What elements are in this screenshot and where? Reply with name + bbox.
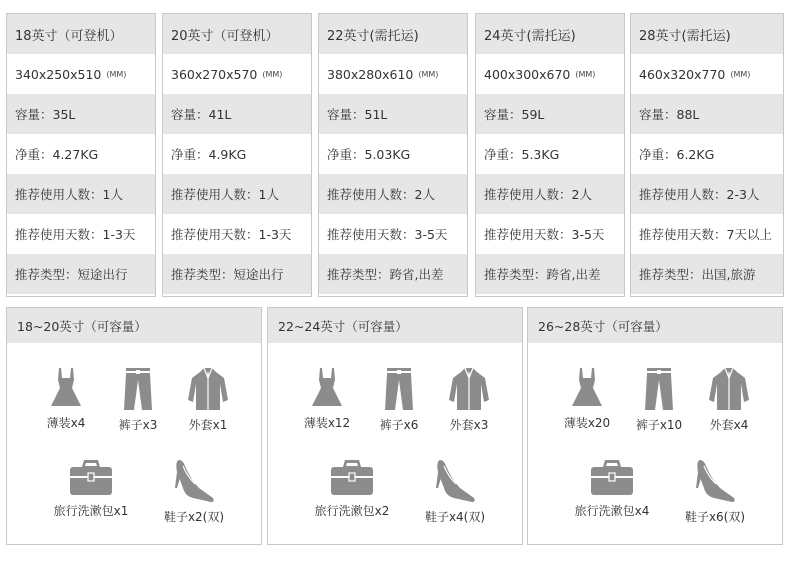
dress-count: 薄装x12 <box>303 416 351 430</box>
spec-column-20 <box>162 13 312 297</box>
dimensions-row: 380x280x610 (MM) <box>319 54 467 94</box>
shoes-item <box>149 458 239 525</box>
briefcase-icon <box>589 458 635 498</box>
dimensions-row: 360x270x570 (MM) <box>163 54 311 94</box>
capacity-row: 容量：41L <box>163 94 311 134</box>
dimensions-row: 340x250x510 (MM) <box>7 54 155 94</box>
dress-icon <box>569 366 605 410</box>
type-row: 推荐类型：出国,旅游 <box>631 254 783 294</box>
unit-label: (MM) <box>262 69 283 79</box>
unit-label: (MM) <box>730 69 751 79</box>
coat-icon <box>708 366 750 412</box>
coat-item <box>173 366 243 433</box>
capacity-box-22-24 <box>267 307 523 545</box>
coat-count: 外套x1 <box>188 418 228 432</box>
coat-item <box>694 366 764 433</box>
weight-row: 净重：5.3KG <box>476 134 624 174</box>
pants-count: 裤子x10 <box>635 418 683 432</box>
weight-row: 净重：4.27KG <box>7 134 155 174</box>
type-row: 推荐类型：跨省,出差 <box>319 254 467 294</box>
days-row: 推荐使用天数：7天以上 <box>631 214 783 254</box>
capacity-box-title: 18~20英寸（可容量） <box>7 308 261 343</box>
pants-item <box>103 366 173 433</box>
capacity-row: 容量：88L <box>631 94 783 134</box>
pants-icon <box>643 366 675 412</box>
spec-column-18 <box>6 13 156 297</box>
toiletry-bag-item <box>562 458 662 519</box>
shoes-count: 鞋子x6(双) <box>684 510 746 524</box>
weight-row: 净重：6.2KG <box>631 134 783 174</box>
unit-label: (MM) <box>106 69 127 79</box>
people-row: 推荐使用人数：2人 <box>319 174 467 214</box>
dress-count: 薄装x20 <box>563 416 611 430</box>
spec-column-22 <box>318 13 468 297</box>
dress-item <box>31 366 101 431</box>
capacity-box-title: 26~28英寸（可容量） <box>528 308 782 343</box>
unit-label: (MM) <box>418 69 439 79</box>
column-title: 28英寸(需托运) <box>631 14 783 54</box>
shoes-count: 鞋子x2(双) <box>163 510 225 524</box>
pants-item <box>624 366 694 433</box>
column-title: 20英寸（可登机） <box>163 14 311 54</box>
pants-item <box>364 366 434 433</box>
pants-icon <box>122 366 154 412</box>
column-title: 22英寸(需托运) <box>319 14 467 54</box>
dress-item <box>552 366 622 431</box>
weight-row: 净重：4.9KG <box>163 134 311 174</box>
coat-count: 外套x3 <box>449 418 489 432</box>
dimensions-row: 460x320x770 (MM) <box>631 54 783 94</box>
column-title: 18英寸（可登机） <box>7 14 155 54</box>
shoes-item <box>410 458 500 525</box>
dimensions-row: 400x300x670 (MM) <box>476 54 624 94</box>
unit-label: (MM) <box>575 69 596 79</box>
high-heel-icon <box>692 458 738 504</box>
days-row: 推荐使用天数：1-3天 <box>7 214 155 254</box>
type-row: 推荐类型：短途出行 <box>163 254 311 294</box>
spec-column-28 <box>630 13 784 297</box>
pants-count: 裤子x6 <box>379 418 419 432</box>
high-heel-icon <box>432 458 478 504</box>
type-row: 推荐类型：短途出行 <box>7 254 155 294</box>
toiletry-bag-count: 旅行洗漱包x4 <box>574 504 650 518</box>
briefcase-icon <box>329 458 375 498</box>
toiletry-bag-count: 旅行洗漱包x1 <box>53 504 129 518</box>
toiletry-bag-item <box>302 458 402 519</box>
dress-icon <box>309 366 345 410</box>
people-row: 推荐使用人数：2人 <box>476 174 624 214</box>
capacity-row: 容量：35L <box>7 94 155 134</box>
dress-count: 薄装x4 <box>46 416 86 430</box>
dress-icon <box>48 366 84 410</box>
toiletry-bag-item <box>41 458 141 519</box>
capacity-box-18-20 <box>6 307 262 545</box>
capacity-box-26-28 <box>527 307 783 545</box>
people-row: 推荐使用人数：1人 <box>163 174 311 214</box>
coat-count: 外套x4 <box>709 418 749 432</box>
column-title: 24英寸(需托运) <box>476 14 624 54</box>
days-row: 推荐使用天数：3-5天 <box>476 214 624 254</box>
coat-item <box>434 366 504 433</box>
capacity-box-title: 22~24英寸（可容量） <box>268 308 522 343</box>
shoes-item <box>670 458 760 525</box>
capacity-row: 容量：59L <box>476 94 624 134</box>
days-row: 推荐使用天数：3-5天 <box>319 214 467 254</box>
shoes-count: 鞋子x4(双) <box>424 510 486 524</box>
high-heel-icon <box>171 458 217 504</box>
people-row: 推荐使用人数：1人 <box>7 174 155 214</box>
coat-icon <box>187 366 229 412</box>
capacity-row: 容量：51L <box>319 94 467 134</box>
briefcase-icon <box>68 458 114 498</box>
dress-item <box>292 366 362 431</box>
pants-icon <box>383 366 415 412</box>
toiletry-bag-count: 旅行洗漱包x2 <box>314 504 390 518</box>
weight-row: 净重：5.03KG <box>319 134 467 174</box>
spec-column-24 <box>475 13 625 297</box>
people-row: 推荐使用人数：2-3人 <box>631 174 783 214</box>
pants-count: 裤子x3 <box>118 418 158 432</box>
days-row: 推荐使用天数：1-3天 <box>163 214 311 254</box>
type-row: 推荐类型：跨省,出差 <box>476 254 624 294</box>
coat-icon <box>448 366 490 412</box>
